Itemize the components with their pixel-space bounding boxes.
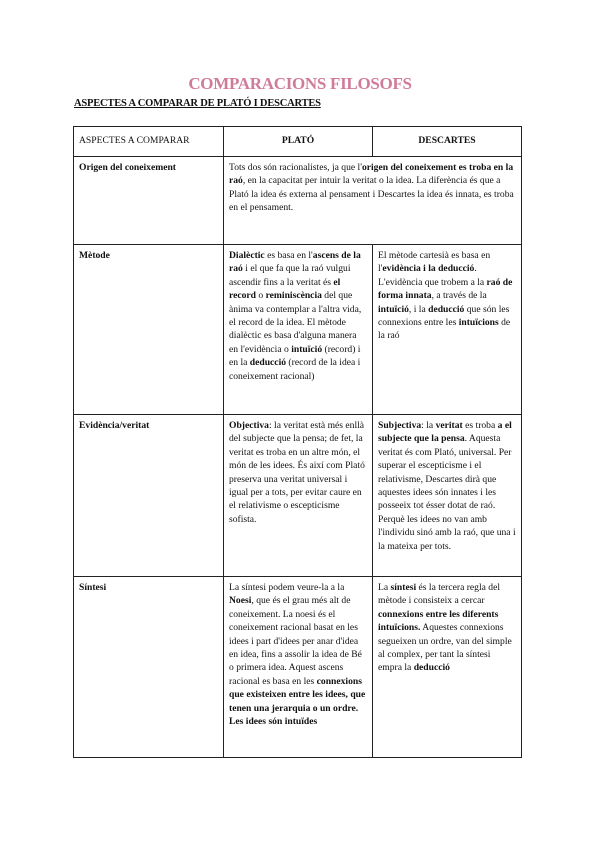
plato-cell (224, 415, 373, 577)
row-label: Origen del coneixement (74, 157, 224, 245)
bold-text: deducció (428, 303, 465, 315)
table-row (74, 157, 522, 245)
page-title: COMPARACIONS FILOSOFS (188, 74, 412, 93)
header-plato: PLATÓ (224, 127, 373, 157)
page-subtitle: ASPECTES A COMPARAR DE PLATÓ I DESCARTES (74, 98, 321, 109)
text-segment: que són les connexions entre les (378, 303, 510, 329)
bold-text: reminiscència (265, 290, 322, 302)
text-segment: o (256, 290, 266, 302)
bold-text: síntesi (390, 582, 417, 593)
bold-text: el record (229, 276, 341, 302)
bold-text: Subjectiva (378, 420, 422, 431)
text-segment: . Aquesta veritat és com Plató, universal. Per superar el escepticisme i el relativisme, Descartes dirà que aquestes idees són innates i les posseeix tot ésser dotat de raó. Perquè les idees no van amb l'individu sinó amb la raó, que una i la mateixa per tots. (378, 433, 516, 552)
plato-cell (224, 577, 373, 758)
text-segment: El mètode cartesià es basa en l' (378, 250, 491, 275)
descartes-cell (373, 245, 522, 415)
shared-cell (224, 157, 522, 245)
header-descartes: DESCARTES (373, 127, 522, 157)
row-label: Síntesi (74, 577, 224, 758)
text-segment: i el que fa que la raó vulgui ascendir fins a la veritat és (229, 263, 351, 288)
text-segment: de la raó (378, 317, 511, 342)
text-segment: , en la capacitat per intuir la veritat o la idea. La diferència és que a Plató la idea és externa al pensament i Descartes la idea és innata, es troba en el pensament. (229, 175, 514, 214)
text-segment: : la (421, 420, 436, 431)
text-segment: La (378, 582, 391, 593)
row-label: Mètode (74, 245, 224, 415)
bold-text: connexions que existeixen entre les idees, que tenen una jerarquia o un ordre. Les idees són intuïdes (229, 675, 366, 728)
descartes-cell (373, 577, 522, 758)
text-segment: , que és el grau més alt de coneixement. La noesi és el coneixement racional basat en les idees i part d'idees per anar d'idea en idea, fins a assolir la idea de Bé o primera idea. Aquest ascens racional es basa en les (229, 595, 362, 687)
header-aspects: ASPECTES A COMPARAR (74, 127, 224, 157)
text-segment: és la tercera regla del mètode i consisteix a cercar (378, 582, 501, 607)
bold-text: intuïcions (458, 317, 499, 329)
bold-text: connexions entre les diferents intuïcions. (378, 608, 499, 634)
table-header-row (74, 127, 522, 157)
table-row (74, 577, 522, 758)
text-segment: (record de la idea i coneixement racional) (229, 357, 361, 382)
comparison-table (73, 126, 522, 758)
row-label: Evidència/veritat (74, 415, 224, 577)
bold-text: raó de forma innata (378, 276, 513, 302)
bold-text: a el subjecte que la pensa (378, 420, 512, 445)
bold-text: veritat (435, 420, 463, 431)
bold-text: origen del coneixement es troba en la raó (229, 162, 514, 187)
bold-text: Objectiva (229, 420, 269, 431)
table-row (74, 415, 522, 577)
bold-text: evidència i la deducció (382, 263, 475, 275)
text-segment: , a través de la (431, 290, 487, 302)
bold-text: intuïció (378, 303, 409, 315)
text-segment: Tots dos són racionalistes, ja que l' (229, 162, 362, 173)
text-segment: es basa en l' (264, 250, 313, 261)
bold-text: ascens de la raó (229, 250, 361, 275)
bold-text: Noesi (229, 595, 252, 607)
bold-text: deducció (249, 357, 287, 369)
plato-cell (224, 245, 373, 415)
descartes-cell (373, 415, 522, 577)
text-segment: La síntesi podem veure-la a la (229, 582, 345, 593)
text-segment: , i la (408, 303, 429, 315)
text-segment: . L'evidència que trobem a la (378, 263, 487, 288)
text-segment: del que ànima va contemplar a l'altra vida, el record de la idea. El mètode dialèctic es basa d'alguna manera en l'evidència o (229, 290, 362, 355)
text-segment: Aquestes connexions segueixen un ordre, van del simple al complex, per tant la síntesi empra la (378, 622, 512, 674)
text-segment: es troba (462, 420, 498, 431)
text-segment: : la veritat està més enllà del subjecte que la pensa; de fet, la veritat es troba en un altre món, el món de les idees. És així com Plató preserva una veritat universal i igual per a tots, per evitar caure en el relativisme o escepticisme sofista. (229, 420, 365, 525)
bold-text: intuïció (291, 343, 323, 355)
text-segment: (record) i en la (229, 343, 361, 369)
table-row (74, 245, 522, 415)
bold-text: Dialèctic (229, 250, 265, 261)
bold-text: deducció (413, 662, 450, 674)
